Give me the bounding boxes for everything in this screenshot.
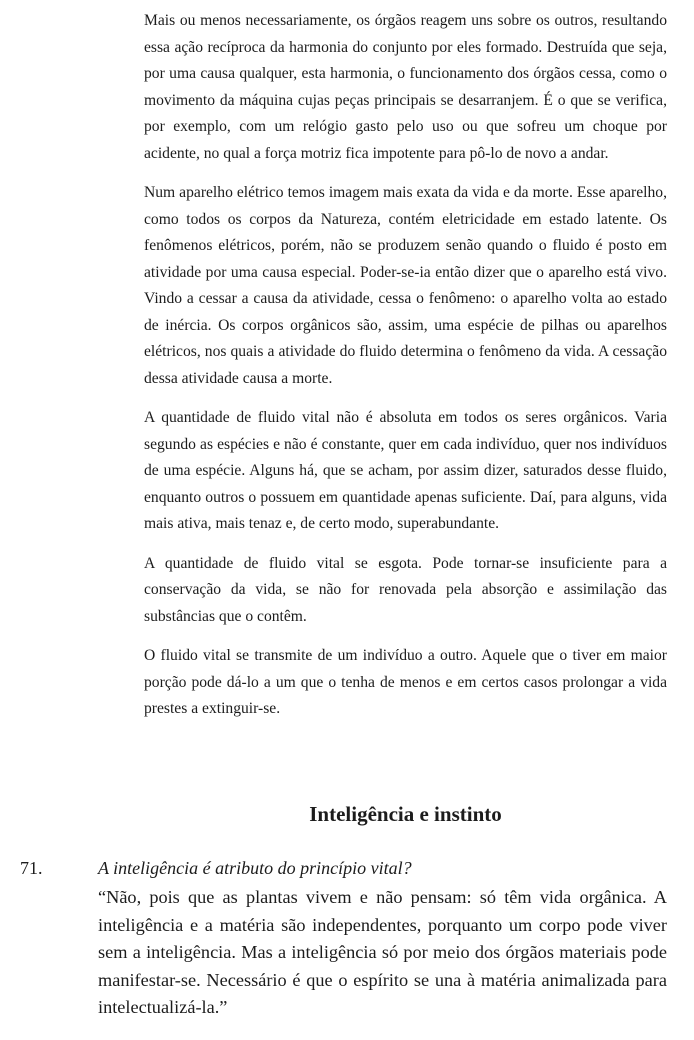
commentary-paragraph: A quantidade de fluido vital não é absoluta em todos os seres orgânicos. Varia segundo as espécies e não é constante, quer em cada indivíduo, quer nos indivíduos de uma espécie. Alguns há, que se acham, por assim dizer, saturados desse fluido, enquanto outros o possuem em quantidade apenas suficiente. Daí, para alguns, vida mais ativa, mais tenaz e, de certo modo, superabundante. — [144, 409, 667, 532]
question-number: 71. — [20, 858, 43, 878]
commentary-paragraph: O fluido vital se transmite de um indivíduo a outro. Aquele que o tiver em maior porção pode dá-lo a um que o tenha de menos e em certos casos prolongar a vida prestes a extinguir-se. — [144, 647, 667, 717]
commentary-paragraph: Num aparelho elétrico temos imagem mais exata da vida e da morte. Esse aparelho, como todos os corpos da Natureza, contém eletricidade em estado latente. Os fenômenos elétricos, porém, não se produzem senão quando o fluido é posto em atividade por uma causa especial. Poder-se-ia então dizer que o aparelho está vivo. Vindo a cessar a causa da atividade, cessa o fenômeno: o aparelho volta ao estado de inércia. Os corpos orgânicos são, assim, uma espécie de pilhas ou aparelhos elétricos, nos quais a atividade do fluido determina o fenômeno da vida. A cessação dessa atividade causa a morte. — [144, 184, 667, 387]
commentary-text — [144, 8, 667, 736]
section-title: Inteligência e instinto — [309, 802, 502, 826]
answer-text: “Não, pois que as plantas vivem e não pensam: só têm vida orgânica. A inteligência e a matéria são independentes, porquanto um corpo pode viver sem a inteligência. Mas a inteligência só por meio dos órgãos materiais pode manifestar-se. Necessário é que o espírito se una à matéria animalizada para intelectualizá-la.” — [98, 887, 667, 1017]
commentary-paragraph: A quantidade de fluido vital se esgota. Pode tornar-se insuficiente para a conservação da vida, se não for renovada pela absorção e assimilação das substâncias que o contêm. — [144, 554, 667, 625]
question-text: A inteligência é atributo do princípio vital? — [98, 858, 412, 878]
commentary-paragraph: Mais ou menos necessariamente, os órgãos reagem uns sobre os outros, resultando essa ação recíproca da harmonia do conjunto por eles formado. Destruída que seja, por uma causa qualquer, esta harmonia, o funcionamento dos órgãos cessa, como o movimento da máquina cujas peças principais se desarranjem. É o que se verifica, por exemplo, com um relógio gasto pelo uso ou que sofreu um choque por acidente, no qual a força motriz fica impotente para pô-lo de novo a andar. — [144, 12, 667, 162]
